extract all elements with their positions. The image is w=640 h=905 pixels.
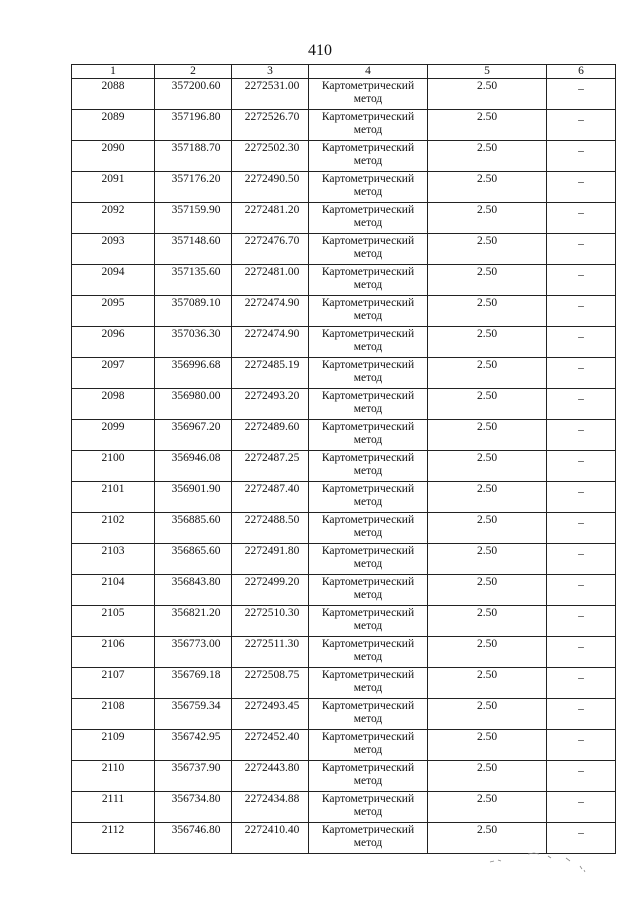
accuracy-cell: 2.50 [428,575,547,606]
x-coordinate-cell: 356742.95 [155,730,232,761]
dash-mark: – [578,455,584,467]
method-line-2: метод [353,558,383,570]
method-line-2: метод [353,217,383,229]
method-line-2: метод [353,155,383,167]
method-cell [309,141,428,172]
method-line-2: метод [353,806,383,818]
table-row [72,358,616,389]
accuracy-cell: 2.50 [428,792,547,823]
accuracy-cell: 2.50 [428,606,547,637]
point-number-cell: 2112 [72,823,155,854]
accuracy-cell: 2.50 [428,110,547,141]
note-cell [547,141,616,172]
x-coordinate-cell: 357089.10 [155,296,232,327]
y-coordinate-cell: 2272481.20 [232,203,309,234]
point-number-cell: 2088 [72,79,155,110]
y-coordinate-cell: 2272490.50 [232,172,309,203]
point-number-cell: 2095 [72,296,155,327]
accuracy-cell: 2.50 [428,141,547,172]
dash-mark: – [578,765,584,777]
note-cell [547,420,616,451]
note-cell [547,513,616,544]
note-cell [547,792,616,823]
y-coordinate-cell: 2272491.80 [232,544,309,575]
x-coordinate-cell: 357188.70 [155,141,232,172]
note-cell [547,327,616,358]
method-line-1: Картометрический [321,576,415,588]
dash-mark: – [578,207,584,219]
method-line-2: метод [353,527,383,539]
accuracy-cell: 2.50 [428,668,547,699]
method-line-2: метод [353,496,383,508]
table-row [72,513,616,544]
x-coordinate-cell: 356967.20 [155,420,232,451]
dash-mark: – [578,796,584,808]
point-number-cell: 2109 [72,730,155,761]
point-number-cell: 2111 [72,792,155,823]
table-row [72,79,616,110]
point-number-cell: 2106 [72,637,155,668]
point-number-cell: 2090 [72,141,155,172]
dash-mark: – [578,579,584,591]
method-cell [309,327,428,358]
method-line-2: метод [353,248,383,260]
x-coordinate-cell: 356901.90 [155,482,232,513]
dash-mark: – [578,114,584,126]
note-cell [547,482,616,513]
method-line-2: метод [353,651,383,663]
method-line-1: Картометрический [321,204,415,216]
table-row [72,482,616,513]
table-row [72,296,616,327]
method-line-2: метод [353,279,383,291]
coordinates-table [71,64,616,854]
y-coordinate-cell: 2272485.19 [232,358,309,389]
method-line-2: метод [353,372,383,384]
y-coordinate-cell: 2272443.80 [232,761,309,792]
table-row [72,389,616,420]
method-line-2: метод [353,93,383,105]
dash-mark: – [578,331,584,343]
table-row [72,172,616,203]
note-cell [547,203,616,234]
method-line-2: метод [353,341,383,353]
method-line-1: Картометрический [321,390,415,402]
x-coordinate-cell: 357148.60 [155,234,232,265]
method-cell [309,606,428,637]
x-coordinate-cell: 356885.60 [155,513,232,544]
method-line-1: Картометрический [321,762,415,774]
method-line-1: Картометрический [321,142,415,154]
method-cell [309,823,428,854]
dash-mark: – [578,672,584,684]
dash-mark: – [578,486,584,498]
point-number-cell: 2105 [72,606,155,637]
method-cell [309,389,428,420]
point-number-cell: 2103 [72,544,155,575]
method-line-2: метод [353,124,383,136]
method-cell [309,265,428,296]
point-number-cell: 2102 [72,513,155,544]
method-line-2: метод [353,310,383,322]
method-line-2: метод [353,775,383,787]
note-cell [547,668,616,699]
dash-mark: – [578,83,584,95]
table-row [72,203,616,234]
header-cell-5: 5 [428,65,547,79]
accuracy-cell: 2.50 [428,265,547,296]
y-coordinate-cell: 2272489.60 [232,420,309,451]
y-coordinate-cell: 2272452.40 [232,730,309,761]
note-cell [547,79,616,110]
method-cell [309,575,428,606]
dash-mark: – [578,176,584,188]
y-coordinate-cell: 2272474.90 [232,327,309,358]
note-cell [547,451,616,482]
x-coordinate-cell: 357159.90 [155,203,232,234]
x-coordinate-cell: 357196.80 [155,110,232,141]
table-row [72,451,616,482]
note-cell [547,358,616,389]
note-cell [547,389,616,420]
header-cell-1: 1 [72,65,155,79]
accuracy-cell: 2.50 [428,203,547,234]
note-cell [547,606,616,637]
accuracy-cell: 2.50 [428,389,547,420]
method-cell [309,792,428,823]
x-coordinate-cell: 356773.00 [155,637,232,668]
accuracy-cell: 2.50 [428,420,547,451]
table-row [72,234,616,265]
note-cell [547,172,616,203]
accuracy-cell: 2.50 [428,451,547,482]
method-cell [309,730,428,761]
dash-mark: – [578,393,584,405]
note-cell [547,296,616,327]
accuracy-cell: 2.50 [428,172,547,203]
method-cell [309,699,428,730]
method-cell [309,172,428,203]
dash-mark: – [578,827,584,839]
header-cell-4: 4 [309,65,428,79]
note-cell [547,265,616,296]
method-cell [309,544,428,575]
x-coordinate-cell: 356843.80 [155,575,232,606]
table-row [72,575,616,606]
point-number-cell: 2104 [72,575,155,606]
table-row [72,544,616,575]
table-row [72,265,616,296]
method-line-1: Картометрический [321,700,415,712]
method-line-2: метод [353,620,383,632]
point-number-cell: 2092 [72,203,155,234]
table-row [72,730,616,761]
point-number-cell: 2096 [72,327,155,358]
dash-mark: – [578,300,584,312]
method-line-1: Картометрический [321,359,415,371]
y-coordinate-cell: 2272474.90 [232,296,309,327]
y-coordinate-cell: 2272493.20 [232,389,309,420]
table-row [72,327,616,358]
note-cell [547,637,616,668]
x-coordinate-cell: 357135.60 [155,265,232,296]
accuracy-cell: 2.50 [428,761,547,792]
scan-marks [488,848,598,878]
point-number-cell: 2097 [72,358,155,389]
dash-mark: – [578,610,584,622]
y-coordinate-cell: 2272510.30 [232,606,309,637]
method-cell [309,761,428,792]
method-cell [309,296,428,327]
y-coordinate-cell: 2272531.00 [232,79,309,110]
table-row [72,761,616,792]
method-line-2: метод [353,465,383,477]
x-coordinate-cell: 357200.60 [155,79,232,110]
dash-mark: – [578,641,584,653]
table-row [72,141,616,172]
method-line-2: метод [353,713,383,725]
accuracy-cell: 2.50 [428,79,547,110]
table-row [72,699,616,730]
accuracy-cell: 2.50 [428,327,547,358]
point-number-cell: 2094 [72,265,155,296]
x-coordinate-cell: 356746.80 [155,823,232,854]
table-row [72,668,616,699]
y-coordinate-cell: 2272502.30 [232,141,309,172]
table-body [72,65,616,854]
y-coordinate-cell: 2272487.40 [232,482,309,513]
header-cell-2: 2 [155,65,232,79]
method-line-1: Картометрический [321,80,415,92]
method-line-1: Картометрический [321,731,415,743]
method-line-2: метод [353,434,383,446]
method-line-1: Картометрический [321,266,415,278]
table-row [72,420,616,451]
point-number-cell: 2110 [72,761,155,792]
note-cell [547,575,616,606]
method-line-2: метод [353,589,383,601]
method-line-1: Картометрический [321,793,415,805]
dash-mark: – [578,145,584,157]
method-line-1: Картометрический [321,669,415,681]
accuracy-cell: 2.50 [428,699,547,730]
method-cell [309,451,428,482]
x-coordinate-cell: 356865.60 [155,544,232,575]
method-cell [309,79,428,110]
dash-mark: – [578,703,584,715]
y-coordinate-cell: 2272487.25 [232,451,309,482]
y-coordinate-cell: 2272481.00 [232,265,309,296]
point-number-cell: 2098 [72,389,155,420]
x-coordinate-cell: 356734.80 [155,792,232,823]
method-line-1: Картометрический [321,328,415,340]
method-line-1: Картометрический [321,483,415,495]
accuracy-cell: 2.50 [428,637,547,668]
table-row [72,792,616,823]
dash-mark: – [578,734,584,746]
method-line-1: Картометрический [321,607,415,619]
y-coordinate-cell: 2272434.88 [232,792,309,823]
dash-mark: – [578,548,584,560]
method-line-1: Картометрический [321,111,415,123]
y-coordinate-cell: 2272508.75 [232,668,309,699]
method-line-1: Картометрический [321,235,415,247]
point-number-cell: 2091 [72,172,155,203]
x-coordinate-cell: 357036.30 [155,327,232,358]
accuracy-cell: 2.50 [428,544,547,575]
x-coordinate-cell: 356769.18 [155,668,232,699]
note-cell [547,730,616,761]
header-cell-3: 3 [232,65,309,79]
y-coordinate-cell: 2272493.45 [232,699,309,730]
y-coordinate-cell: 2272511.30 [232,637,309,668]
method-line-1: Картометрический [321,514,415,526]
method-line-1: Картометрический [321,421,415,433]
table-row [72,110,616,141]
method-line-1: Картометрический [321,638,415,650]
point-number-cell: 2099 [72,420,155,451]
method-cell [309,513,428,544]
point-number-cell: 2089 [72,110,155,141]
note-cell [547,761,616,792]
method-cell [309,637,428,668]
method-cell [309,110,428,141]
y-coordinate-cell: 2272499.20 [232,575,309,606]
dash-mark: – [578,269,584,281]
accuracy-cell: 2.50 [428,296,547,327]
dash-mark: – [578,517,584,529]
note-cell [547,234,616,265]
method-cell [309,203,428,234]
x-coordinate-cell: 356737.90 [155,761,232,792]
method-line-2: метод [353,744,383,756]
table-row [72,606,616,637]
accuracy-cell: 2.50 [428,823,547,854]
note-cell [547,544,616,575]
table-header-row [72,65,616,79]
accuracy-cell: 2.50 [428,730,547,761]
point-number-cell: 2100 [72,451,155,482]
y-coordinate-cell: 2272410.40 [232,823,309,854]
x-coordinate-cell: 356821.20 [155,606,232,637]
method-line-1: Картометрический [321,545,415,557]
method-cell [309,234,428,265]
point-number-cell: 2101 [72,482,155,513]
dash-mark: – [578,424,584,436]
point-number-cell: 2107 [72,668,155,699]
dash-mark: – [578,362,584,374]
accuracy-cell: 2.50 [428,234,547,265]
method-cell [309,482,428,513]
accuracy-cell: 2.50 [428,482,547,513]
note-cell [547,110,616,141]
method-line-2: метод [353,682,383,694]
method-line-2: метод [353,403,383,415]
accuracy-cell: 2.50 [428,358,547,389]
accuracy-cell: 2.50 [428,513,547,544]
y-coordinate-cell: 2272476.70 [232,234,309,265]
method-line-1: Картометрический [321,452,415,464]
note-cell [547,699,616,730]
method-line-1: Картометрический [321,173,415,185]
method-cell [309,668,428,699]
x-coordinate-cell: 357176.20 [155,172,232,203]
method-cell [309,358,428,389]
point-number-cell: 2093 [72,234,155,265]
method-line-2: метод [353,837,383,849]
x-coordinate-cell: 356946.08 [155,451,232,482]
dash-mark: – [578,238,584,250]
method-line-1: Картометрический [321,824,415,836]
method-line-1: Картометрический [321,297,415,309]
method-line-2: метод [353,186,383,198]
x-coordinate-cell: 356996.68 [155,358,232,389]
point-number-cell: 2108 [72,699,155,730]
x-coordinate-cell: 356980.00 [155,389,232,420]
y-coordinate-cell: 2272526.70 [232,110,309,141]
x-coordinate-cell: 356759.34 [155,699,232,730]
header-cell-6: 6 [547,65,616,79]
table-row [72,637,616,668]
page-number: 410 [308,42,332,59]
method-cell [309,420,428,451]
y-coordinate-cell: 2272488.50 [232,513,309,544]
